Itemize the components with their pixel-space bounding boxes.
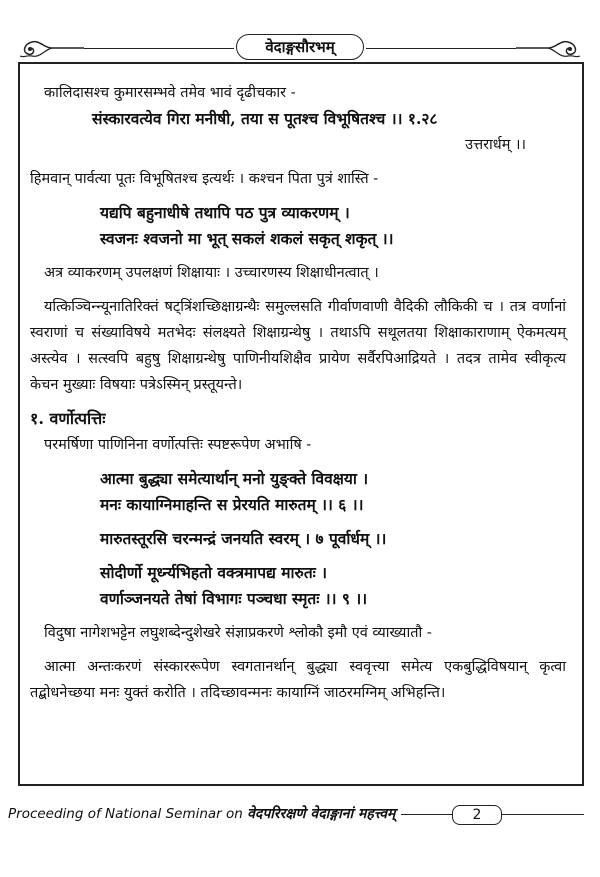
running-header-title: वेदाङ्गसौरभम्: [236, 34, 364, 60]
verse-line-6: सोदीर्णो मूर्ध्न्यभिहतो वक्त्रमापद्य मारुतः ।: [100, 563, 328, 582]
paragraph-panini: परमर्षिणा पाणिनिना वर्णोत्पत्तिः स्पष्टरूपेण अभाषि -: [44, 437, 312, 453]
footer-title: वेदपरिरक्षणे वेदाङ्गानां महत्त्वम्: [247, 806, 396, 822]
right-ornament-icon: [516, 36, 586, 62]
paragraph-shiksha: यत्किञ्चिन्न्यूनातिरिक्तं षट्त्रिंशच्छिक्षाग्रन्थैः समुल्लसति गीर्वाणवाणी वैदिकी लौकिकी च । तत्र वर्णानां स्वराणां च संख्याविषये मतभेदः संलक्ष्यते शिक्षाग्रन्थेषु । तथाऽपि सथूलतया शिक्षाकाराणाम् ऐकमत्यम् अस्त्येव । सत्स्वपि बहुषु शिक्षाग्रन्थेषु पाणिनीयशिक्षैव प्रायेण सर्वैरपिआद्रियते । तदत्र तामेव स्वीकृत्य केचन मुख्याः विषयाः पत्रेऽस्मिन् प्रस्तूयन्ते।: [30, 299, 566, 393]
header-rule-left: [84, 48, 234, 49]
paragraph-commentary: आत्मा अन्तःकरणं संस्काररूपेण स्वगतानर्थान् बुद्ध्या स्ववृत्त्या समेत्य एकबुद्धिविषयान् कृत्वा तद्बोधनेच्छया मनः युक्तं करोति । तदिच्छावन्मनः कायाग्निं जाठरमग्निम् अभिहन्ति।: [30, 659, 566, 701]
page-body: [30, 80, 566, 706]
verse-line-5: मारुतस्तूरसि चरन्मन्द्रं जनयति स्वरम् । ७ पूर्वार्धम् ।।: [100, 529, 387, 548]
header-rule-right: [366, 48, 516, 49]
paragraph-himavan: हिमवान् पार्वत्या पूतः विभूषितश्च इत्यर्थः । कश्चन पिता पुत्रं शास्ति -: [30, 171, 379, 187]
verse-line-1: यद्यपि बहुनाधीषे तथापि पठ पुत्र व्याकरणम् ।: [100, 203, 350, 222]
paragraph-intro: कालिदासश्च कुमारसम्भवे तमेव भावं दृढीचकार -: [44, 85, 296, 101]
left-ornament-icon: [14, 36, 84, 62]
verse-line-4: मनः कायाग्निमाहन्ति स प्रेरयति मारुतम् ।। ६ ।।: [100, 495, 364, 514]
verse-line-2: स्वजनः श्वजनो मा भूत् सकलं शकलं सकृत् शकृत् ।।: [100, 229, 394, 248]
verse-kumarasambhava: संस्कारवत्येव गिरा मनीषी, तया स पूतश्च विभूषितश्च ।। १.२८: [92, 109, 438, 128]
running-footer: [8, 803, 401, 825]
page-number: 2: [452, 805, 502, 825]
verse-reference: उत्तरार्धम् ।।: [465, 137, 526, 153]
footer-prefix: Proceeding of National Seminar on: [8, 806, 243, 822]
section-heading: १. वर्णोत्पत्तिः: [30, 409, 106, 428]
verse-line-7: वर्णाञ्जनयते तेषां विभागः पञ्चधा स्मृतः ।। ९ ।।: [100, 589, 368, 608]
paragraph-nagesha: विदुषा नागेशभट्टेन लघुशब्देन्दुशेखरे संज्ञाप्रकरणे श्लोकौ इमौ एवं व्याख्यातौ -: [44, 625, 432, 641]
verse-line-3: आत्मा बुद्ध्या समेत्यार्थान् मनो युङ्क्ते विवक्षया ।: [100, 469, 369, 488]
paragraph-vyakarana: अत्र व्याकरणम् उपलक्षणं शिक्षायाः । उच्चारणस्य शिक्षाधीनत्वात् ।: [44, 265, 379, 281]
